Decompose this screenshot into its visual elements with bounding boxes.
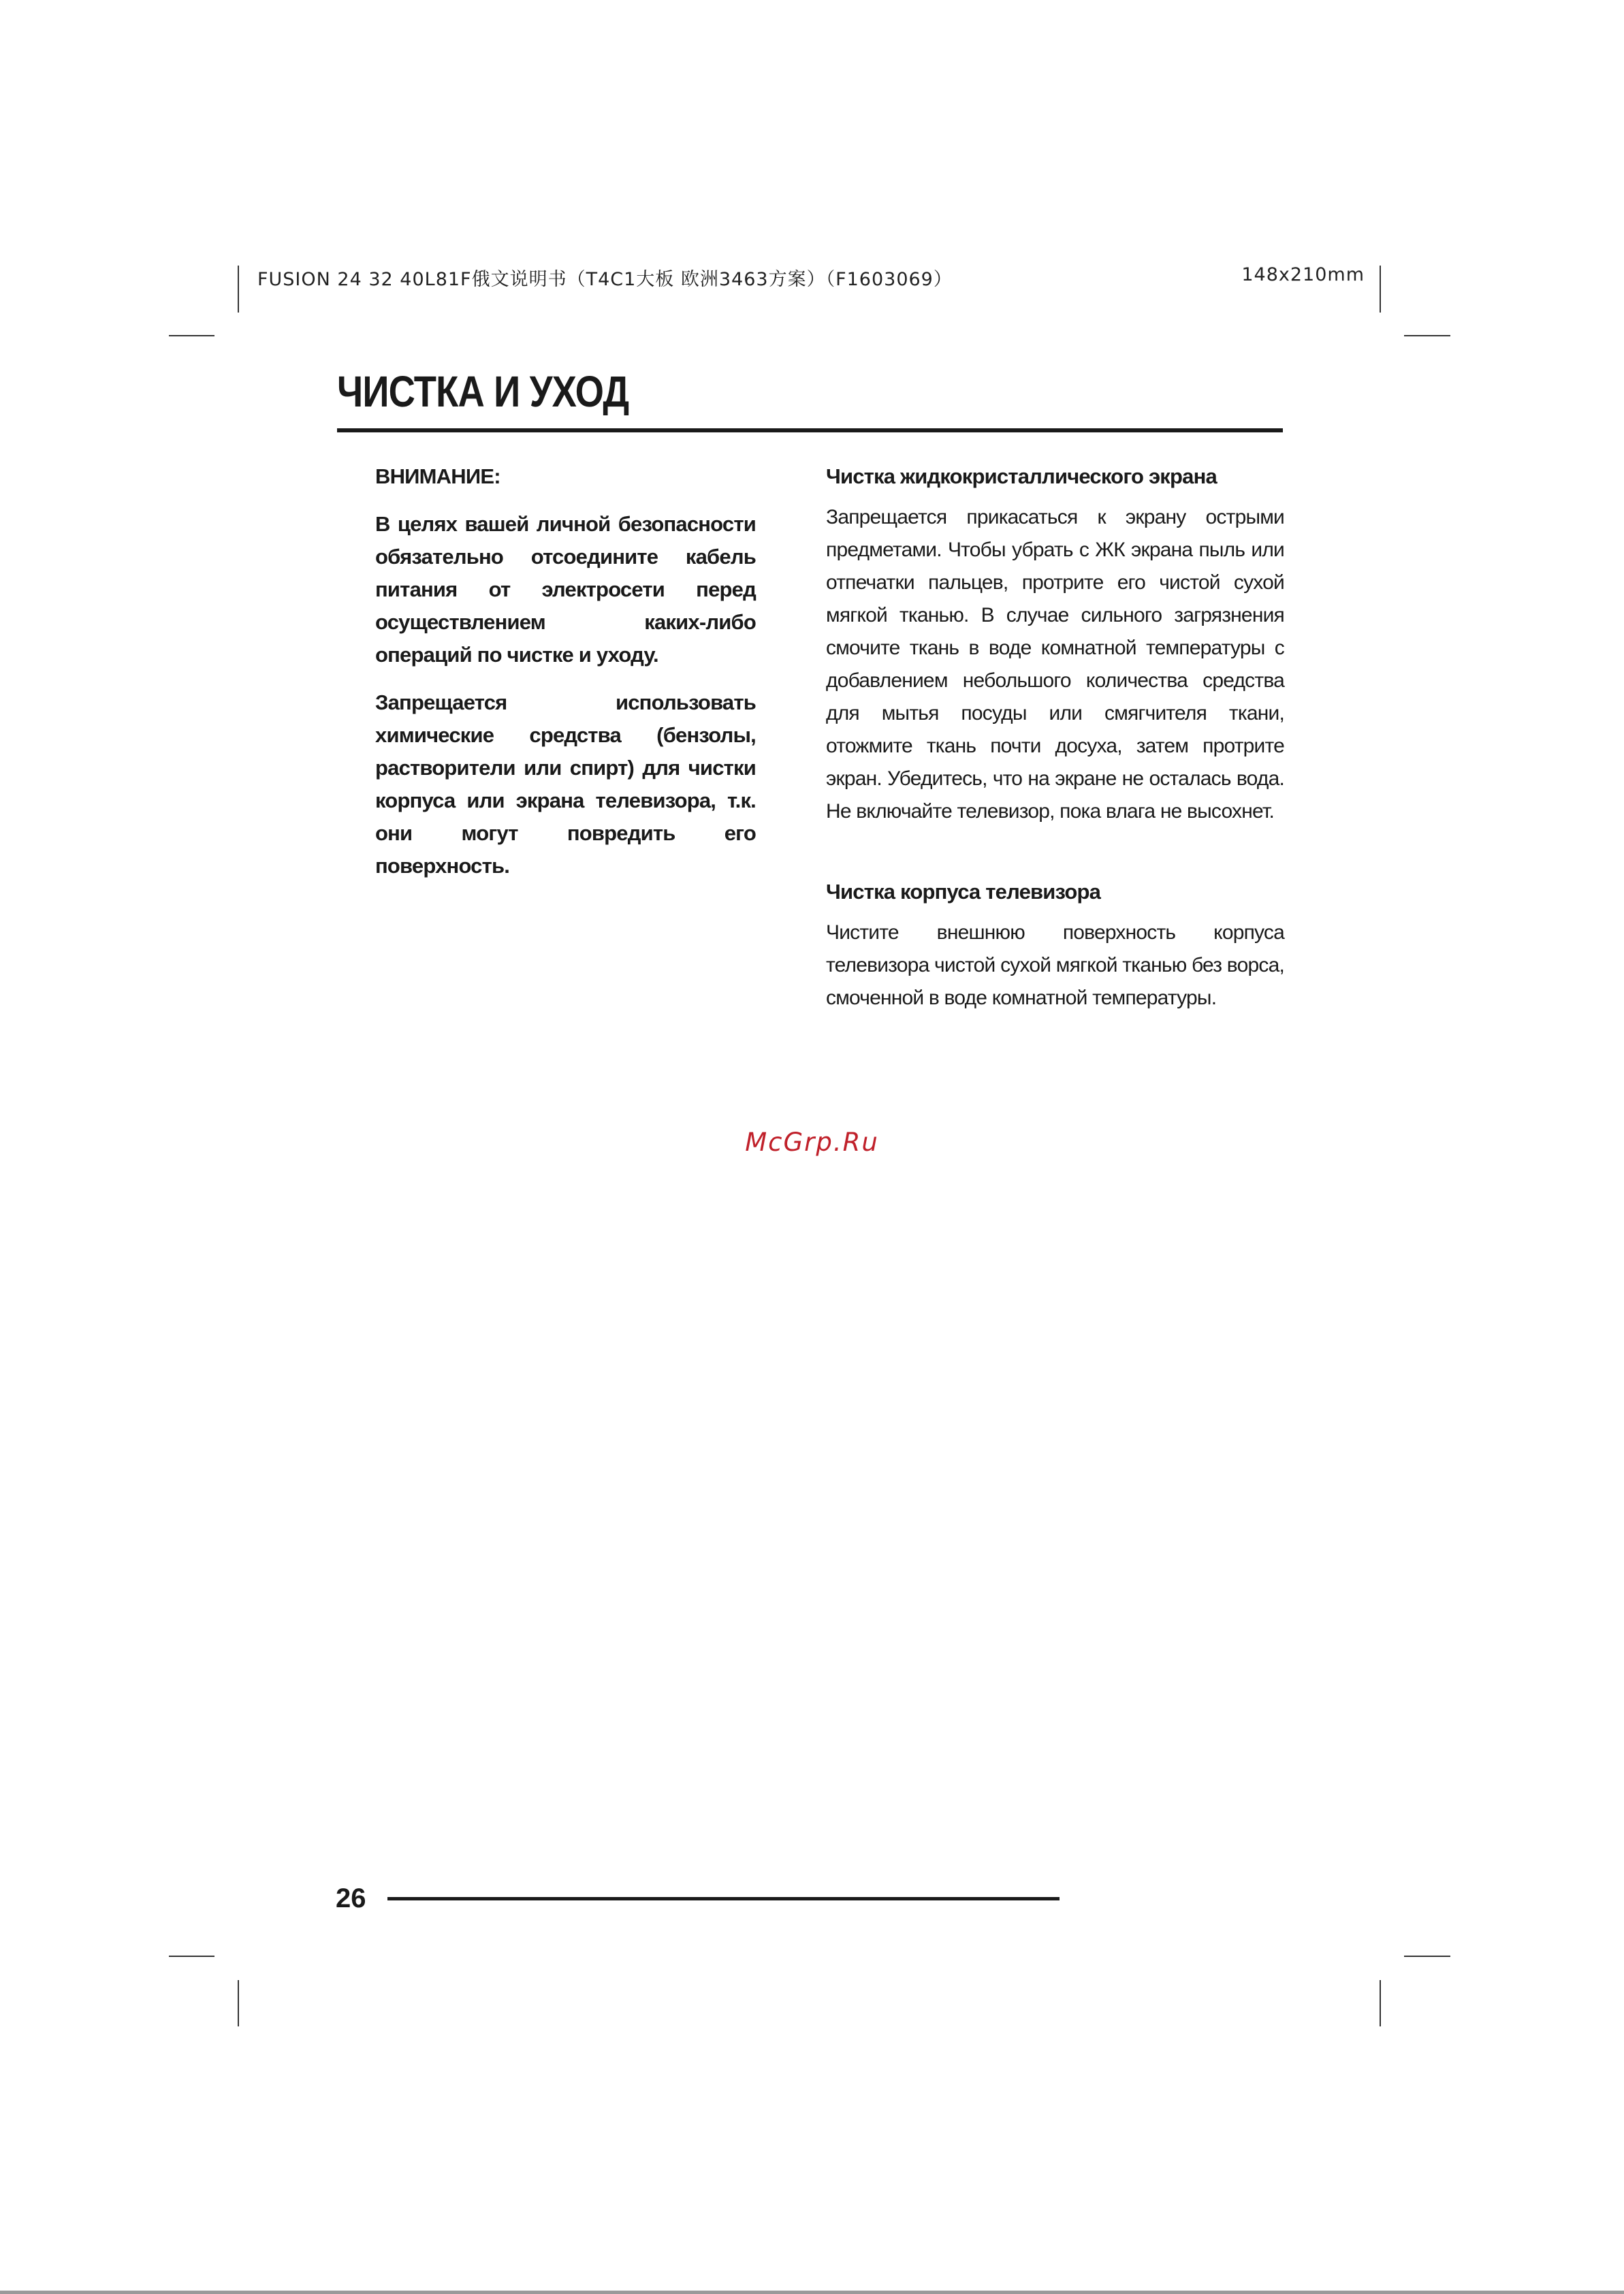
print-job-info: FUSION 24 32 40L81F俄文说明书（T4C1大板 欧洲3463方案）（F1603069） xyxy=(257,269,953,290)
warning-paragraph-chemicals: Запрещается использовать химические средства (бензолы, растворители или спирт) для чистки корпуса или экрана телевизора, т.к. они могут повредить его поверхность. xyxy=(375,690,756,878)
page-bottom-edge xyxy=(0,2291,1624,2294)
crop-mark-bottom-left-horizontal xyxy=(169,1956,214,1957)
crop-mark-top-left-vertical xyxy=(238,266,239,313)
cleaning-sections xyxy=(826,460,1284,1015)
section-body-case: Чистите внешнюю поверхность корпуса телевизора чистой сухой мягкой тканью без ворса, смоченной в воде комнатной температуры. xyxy=(826,921,1284,1009)
print-page-size: 148x210mm xyxy=(1241,264,1365,285)
crop-mark-top-right-vertical xyxy=(1380,266,1381,313)
crop-mark-bottom-left-vertical xyxy=(238,1980,239,2026)
section-heading-screen: Чистка жидкокристаллического экрана xyxy=(826,464,1217,488)
crop-mark-top-left-horizontal xyxy=(169,335,214,336)
footer-rule xyxy=(387,1897,1060,1900)
section-heading-case: Чистка корпуса телевизора xyxy=(826,880,1101,904)
title-rule xyxy=(337,428,1283,432)
warning-label: ВНИМАНИЕ: xyxy=(375,464,500,488)
section-body-screen: Запрещается прикасаться к экрану острыми предметами. Чтобы убрать с ЖК экрана пыль или отпечатки пальцев, протрите его чистой сухой мягкой тканью. В случае сильного загрязнения смочите ткань в воде комнатной температуры с добавлением небольшого количества средства для мытья посуды или смягчителя ткани, отожмите ткань почти досуха, затем протрите экран. Убедитесь, что на экране не осталась вода. Не включайте телевизор, пока влага не высохнет. xyxy=(826,506,1284,823)
crop-mark-top-right-horizontal xyxy=(1404,335,1450,336)
warning-block xyxy=(375,460,756,897)
page-number: 26 xyxy=(336,1883,366,1913)
watermark-text: McGrp.Ru xyxy=(745,1128,879,1157)
section-spacer xyxy=(826,828,1284,876)
crop-mark-bottom-right-horizontal xyxy=(1404,1956,1450,1957)
warning-paragraph-safety: В целях вашей личной безопасности обязательно отсоедините кабель питания от электросети перед осуществлением каких-либо операций по чистке и уходу. xyxy=(375,512,756,667)
crop-mark-bottom-right-vertical xyxy=(1380,1980,1381,2026)
page-title: ЧИСТКА И УХОД xyxy=(337,367,629,416)
